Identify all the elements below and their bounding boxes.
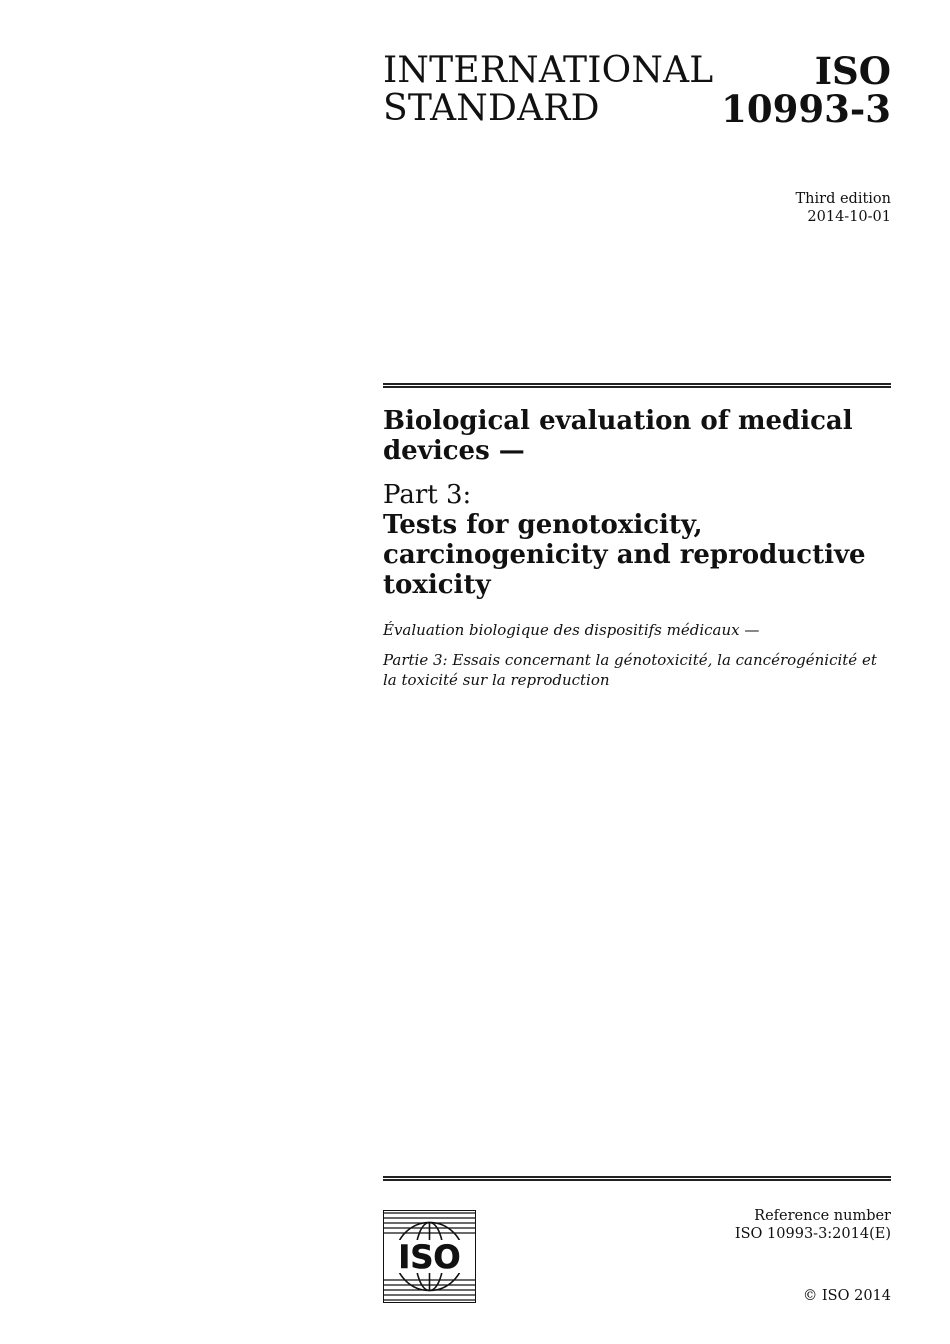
document-type bbox=[383, 52, 713, 128]
main-title: Biological evaluation of medical devices — bbox=[383, 406, 853, 466]
french-main-title: Évaluation biologique des dispositifs médicaux — bbox=[383, 621, 760, 639]
document-header bbox=[383, 49, 891, 138]
title-block bbox=[383, 406, 891, 690]
document-type-line1: INTERNATIONAL bbox=[383, 50, 714, 91]
copyright: © ISO 2014 bbox=[802, 1288, 891, 1304]
french-part-title: Partie 3: Essais concernant la génotoxicité, la cancérogénicité et la toxicité sur la reproduction bbox=[383, 651, 877, 689]
top-divider bbox=[383, 383, 891, 388]
edition-label: Third edition bbox=[795, 191, 891, 207]
standard-code-line2: 10993-3 bbox=[721, 87, 891, 131]
bottom-divider bbox=[383, 1176, 891, 1181]
edition-info bbox=[383, 190, 891, 226]
part-title: Tests for genotoxicity, carcinogenicity and reproductive toxicity bbox=[383, 510, 866, 600]
standard-code-line1: ISO bbox=[814, 49, 891, 93]
part-number: Part 3: bbox=[383, 480, 472, 510]
iso-logo-text: ISO bbox=[398, 1238, 461, 1276]
standard-code bbox=[721, 49, 891, 131]
document-type-line2: STANDARD bbox=[383, 88, 600, 129]
edition-date: 2014-10-01 bbox=[807, 209, 891, 225]
reference-label: Reference number bbox=[754, 1208, 891, 1224]
reference-number: ISO 10993-3:2014(E) bbox=[734, 1226, 891, 1242]
reference-info bbox=[383, 1207, 891, 1243]
